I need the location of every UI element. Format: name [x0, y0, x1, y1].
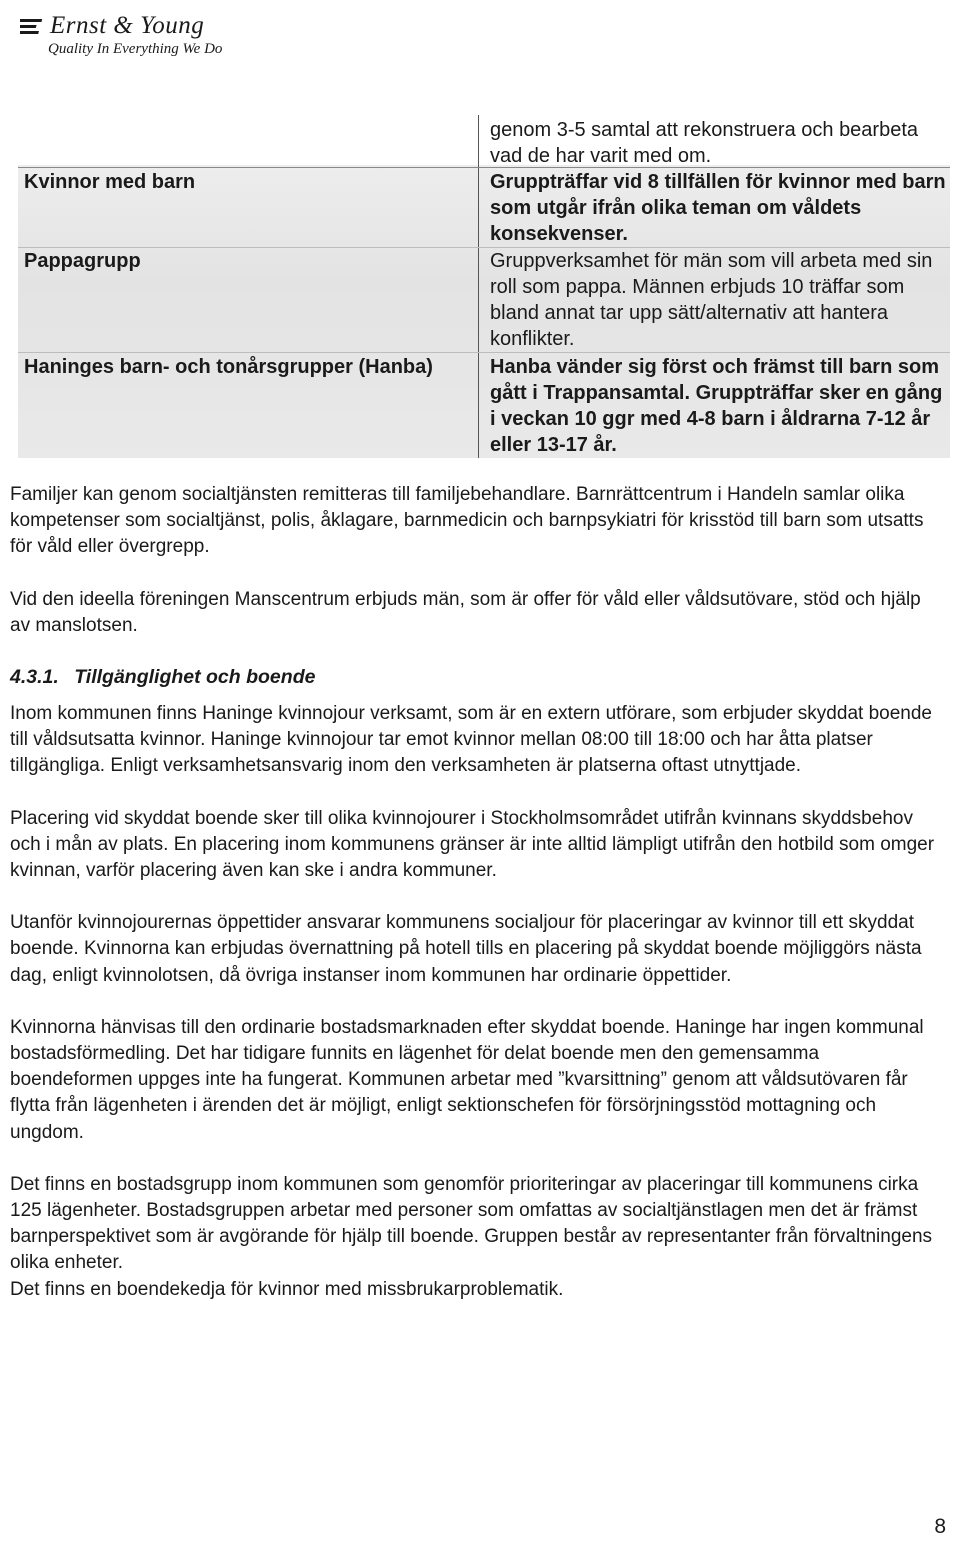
logo-wordmark [20, 12, 222, 40]
section-number: 4.3.1. [10, 666, 59, 689]
ernst-young-logo [20, 12, 222, 58]
table-cell-description: Gruppträffar vid 8 tillfällen för kvinnor med barn som utgår ifrån olika teman om våldets konsekvenser. [490, 171, 946, 245]
ey-logo-icon [20, 16, 44, 36]
paragraph: Kvinnorna hänvisas till den ordinarie bostadsmarknaden efter skyddat boende. Haninge har ingen kommunal bostadsförmedling. Det har tidigare funnits en lägenhet för delat boende men den gemensamma boendeformen uppges inte ha fungerat. Kommunen arbetar med ”kvarsittning” genom att våldsutövaren får flytta från lägenheten i ärenden det är möjligt, enligt sektionschefen för försörjningsstöd mottagning och ungdom. [10, 1016, 924, 1143]
table-cell-group-name: Pappagrupp [24, 250, 141, 272]
paragraph: Det finns en bostadsgrupp inom kommunen som genomför prioriteringar av placeringar till kommunens cirka 125 lägenheter. Bostadsgruppen arbetar med personer som omfattas av socialtjänstlagen men det är främst barnperspektivet som är avgörande för hjälp till boende. Gruppen består av representanter från förvaltningens olika enheter. [10, 1173, 933, 1274]
table-row-separator [18, 352, 950, 353]
logo-brand-text: Ernst & Young [50, 12, 205, 39]
paragraph: Inom kommunen finns Haninge kvinnojour verksamt, som är en extern utförare, som erbjuder skyddat boende till våldsutsatta kvinnor. Haninge kvinnojour tar emot kvinnor mellan 08:00 till 18:00 och har åtta platser tillgängliga. Enligt verksamhetsansvarig inom den verksamheten är platserna oftast utnyttjade. [10, 703, 932, 777]
services-table [18, 115, 950, 458]
paragraph: Vid den ideella föreningen Manscentrum erbjuds män, som är offer för våld eller våldsutövare, stöd och hjälp av manslotsen. [10, 588, 921, 636]
section-heading [10, 665, 945, 689]
paragraph: Placering vid skyddat boende sker till olika kvinnojourer i Stockholmsområdet utifrån kvinnans skyddsbehov och i mån av plats. En placering inom kommunens gränser är inte alltid lämpligt utifrån den hotbild som omger kvinnan, varför placering även kan ske i andra kommuner. [10, 807, 935, 882]
paragraph: Det finns en boendekedja för kvinnor med missbrukarproblematik. [10, 1278, 564, 1300]
table-cell-group-name: Haninges barn- och tonårsgrupper (Hanba) [24, 356, 433, 378]
table-cell-group-name: Kvinnor med barn [24, 171, 196, 193]
document-body [10, 482, 945, 1329]
page-number: 8 [934, 1515, 946, 1538]
table-cell-description: genom 3-5 samtal att rekonstruera och bearbeta vad de har varit med om. [490, 119, 919, 167]
section-title: Tillgänglighet och boende [74, 666, 316, 689]
paragraph: Familjer kan genom socialtjänsten remitteras till familjebehandlare. Barnrättcentrum i Handeln samlar olika kompetenser som socialtjänst, polis, åklagare, barnmedicin och barnpsykiatri för krisstöd till barn som utsatts för våld eller övergrepp. [10, 484, 924, 558]
logo-tagline: Quality In Everything We Do [48, 41, 223, 57]
paragraph: Utanför kvinnojourernas öppettider ansvarar kommunens socialjour för placeringar av kvinnor till ett skyddat boende. Kvinnorna kan erbjudas övernattning på hotell tills en placering på skyddat boende möjliggörs nästa dag, enligt kvinnolotsen, då övriga instanser inom kommunen har ordinarie öppettider. [10, 912, 922, 986]
table-cell-description: Gruppverksamhet för män som vill arbeta med sin roll som pappa. Männen erbjuds 10 träffar som bland annat tar upp sätt/alternativ att hantera konflikter. [490, 250, 933, 350]
table-row-separator [18, 167, 950, 168]
table-cell-description: Hanba vänder sig först och främst till barn som gått i Trappansamtal. Gruppträffar sker en gång i veckan 10 ggr med 4-8 barn i åldrarna 7-12 år eller 13-17 år. [490, 356, 943, 456]
